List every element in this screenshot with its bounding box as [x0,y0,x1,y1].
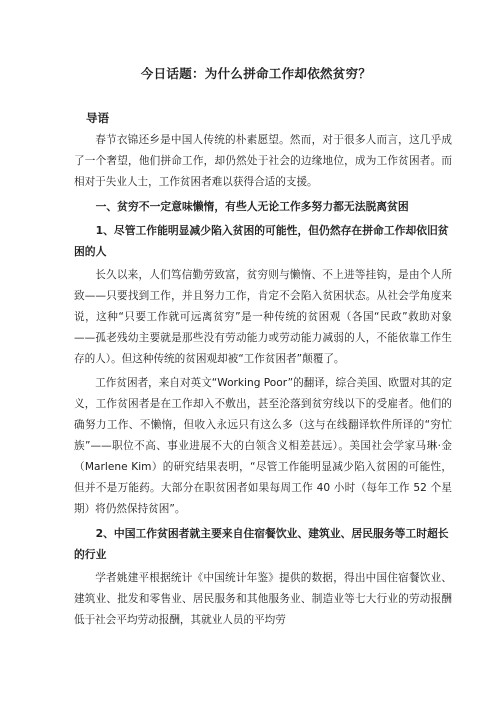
lead-heading: 导语 [86,111,109,125]
body-paragraph-3: 学者姚建平根据统计《中国统计年鉴》提供的数据，得出中国住宿餐饮业、建筑业、批发和零售业、居民服务和其他服务业、制造业等七大行业的劳动报酬低于社会平均劳动报酬，其就业人员的平均劳 [74,572,452,626]
section-heading-1: 一、贫穷不一定意味懒惰，有些人无论工作多努力都无法脱离贫困 [95,200,409,213]
subsection-heading-2: 2、中国工作贫困者就主要来自住宿餐饮业、建筑业、居民服务等工时超长的行业 [74,527,449,561]
lead-paragraph: 春节衣锦还乡是中国人传统的朴素愿望。然而，对于很多人而言，这几乎成了一个奢望，他们拼命工作，却仍然处于社会的边缘地位，成为工作贫困者。而相对于失业人士，工作贫困者难以获得合适的支援。 [74,134,452,188]
subsection-heading-1: 1、尽管工作能明显减少陷入贫困的可能性，但仍然存在拼命工作却依旧贫困的人 [74,224,449,258]
body-paragraph-2: 工作贫困者，来自对英文“Working Poor”的翻译，综合美国、欧盟对其的定义，工作贫困者是在工作却入不敷出，甚至沦落到贫穷线以下的受雇者。他们的确努力工作、不懒惰，但收入永远只有这么多（这与在线翻译软件所译的“穷忙族”——职位不高、事业进展不大的白领含义相差甚远）。美国社会学家马琳·金（Marlene Kim）的研究结果表明，“尽管工作能明显减少陷入贫困的可能性，但并不是万能药。大部分在职贫困者如果每周工作 40 小时（每年工作 52 个星期）将仍然保持贫困”。 [74,377,452,515]
body-paragraph-1: 长久以来，人们笃信勤劳致富，贫穷则与懒惰、不上进等挂钩，是由个人所致——只要找到工作，并且努力工作，肯定不会陷入贫困状态。从社会学角度来说，这种“只要工作就可远离贫穷”是一种传统的贫困观（各国“民政”救助对象——孤老残幼主要就是那些没有劳动能力或劳动能力减弱的人，不能依靠工作生存的人）。但这种传统的贫困观却被“工作贫困者”颠覆了。 [74,269,452,365]
page-title: 今日话题：为什么拼命工作却依然贫穷？ [140,66,372,81]
